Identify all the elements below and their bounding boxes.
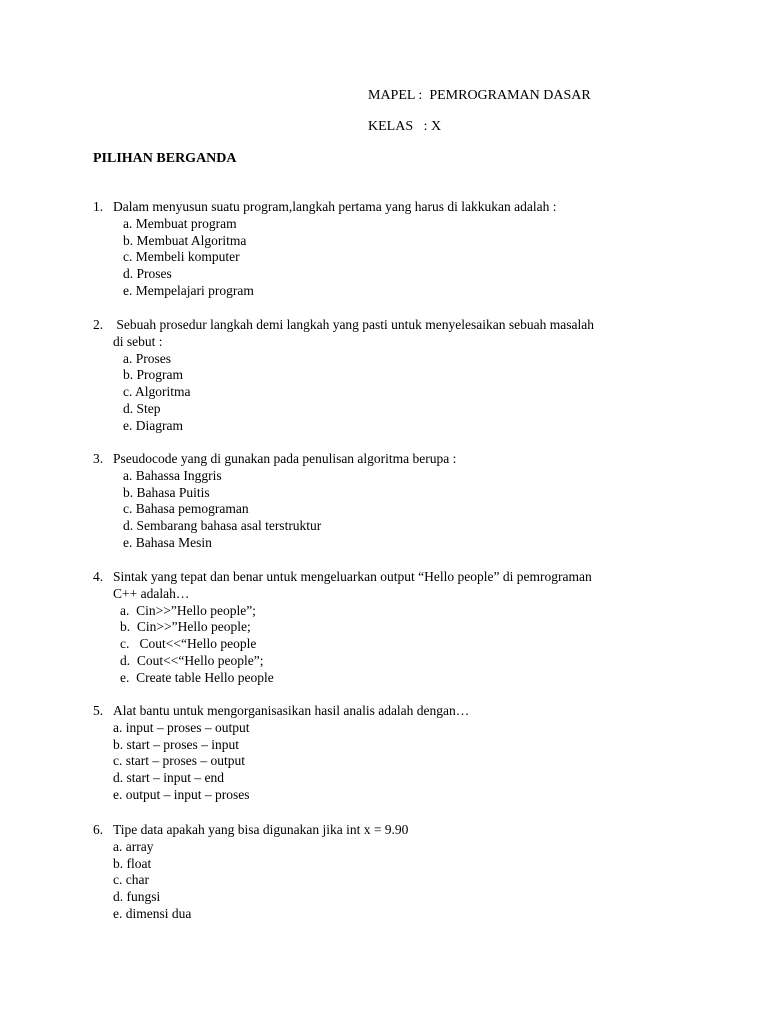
question-text: Alat bantu untuk mengorganisasikan hasil analis adalah dengan… <box>113 703 470 718</box>
question-number: 2. <box>93 317 104 332</box>
option-b: b. Membuat Algoritma <box>123 232 247 248</box>
subject-header: MAPEL : PEMROGRAMAN DASAR <box>368 88 591 103</box>
question-number: 6. <box>93 822 104 837</box>
question-text: Sebuah prosedur langkah demi langkah yang pasti untuk menyelesaikan sebuah masalah di sebut : <box>113 317 594 349</box>
option-d: d. Cout<<“Hello people”; <box>120 652 264 668</box>
option-b: b. Cin>>”Hello people; <box>120 619 251 635</box>
option-b: b. start – proses – input <box>113 736 239 752</box>
question-number: 1. <box>93 199 104 214</box>
option-c: c. Cout<<“Hello people <box>120 636 257 652</box>
option-b: b. Bahasa Puitis <box>123 484 210 500</box>
option-e: e. Bahasa Mesin <box>123 534 212 550</box>
option-c: c. start – proses – output <box>113 753 245 769</box>
question-4 <box>93 569 693 687</box>
option-a: a. Cin>>”Hello people”; <box>120 602 256 618</box>
option-e: e. output – input – proses <box>113 786 250 802</box>
question-3 <box>93 451 693 552</box>
option-c: c. char <box>113 872 149 888</box>
class-header: KELAS : X <box>368 119 442 134</box>
option-c: c. Bahasa pemograman <box>123 501 249 517</box>
option-c: c. Membeli komputer <box>123 249 240 265</box>
question-1 <box>93 199 693 300</box>
option-d: d. Step <box>123 400 161 416</box>
question-text: Sintak yang tepat dan benar untuk mengeluarkan output “Hello people” di pemrograman C++ adalah… <box>113 569 592 601</box>
question-number: 3. <box>93 451 104 466</box>
question-6 <box>93 822 693 923</box>
question-2 <box>93 317 693 435</box>
question-text: Dalam menyusun suatu program,langkah pertama yang harus di lakkukan adalah : <box>113 199 557 214</box>
question-text: Pseudocode yang di gunakan pada penulisan algoritma berupa : <box>113 451 457 466</box>
question-text: Tipe data apakah yang bisa digunakan jika int x = 9.90 <box>113 822 409 837</box>
question-5 <box>93 703 693 804</box>
option-b: b. Program <box>123 367 183 383</box>
option-e: e. Diagram <box>123 417 183 433</box>
option-a: a. Membuat program <box>123 215 237 231</box>
option-e: e. Create table Hello people <box>120 669 274 685</box>
option-d: d. Sembarang bahasa asal terstruktur <box>123 518 322 534</box>
option-a: a. input – proses – output <box>113 719 250 735</box>
option-e: e. dimensi dua <box>113 905 192 921</box>
option-d: d. fungsi <box>113 889 161 905</box>
option-c: c. Algoritma <box>123 384 191 400</box>
section-title: PILIHAN BERGANDA <box>93 151 237 166</box>
option-a: a. Proses <box>123 350 171 366</box>
option-d: d. Proses <box>123 266 172 282</box>
question-number: 4. <box>93 569 104 584</box>
option-d: d. start – input – end <box>113 770 224 786</box>
option-b: b. float <box>113 855 152 871</box>
option-a: a. Bahassa Inggris <box>123 467 222 483</box>
option-e: e. Mempelajari program <box>123 282 254 298</box>
question-number: 5. <box>93 703 104 718</box>
option-a: a. array <box>113 838 154 854</box>
